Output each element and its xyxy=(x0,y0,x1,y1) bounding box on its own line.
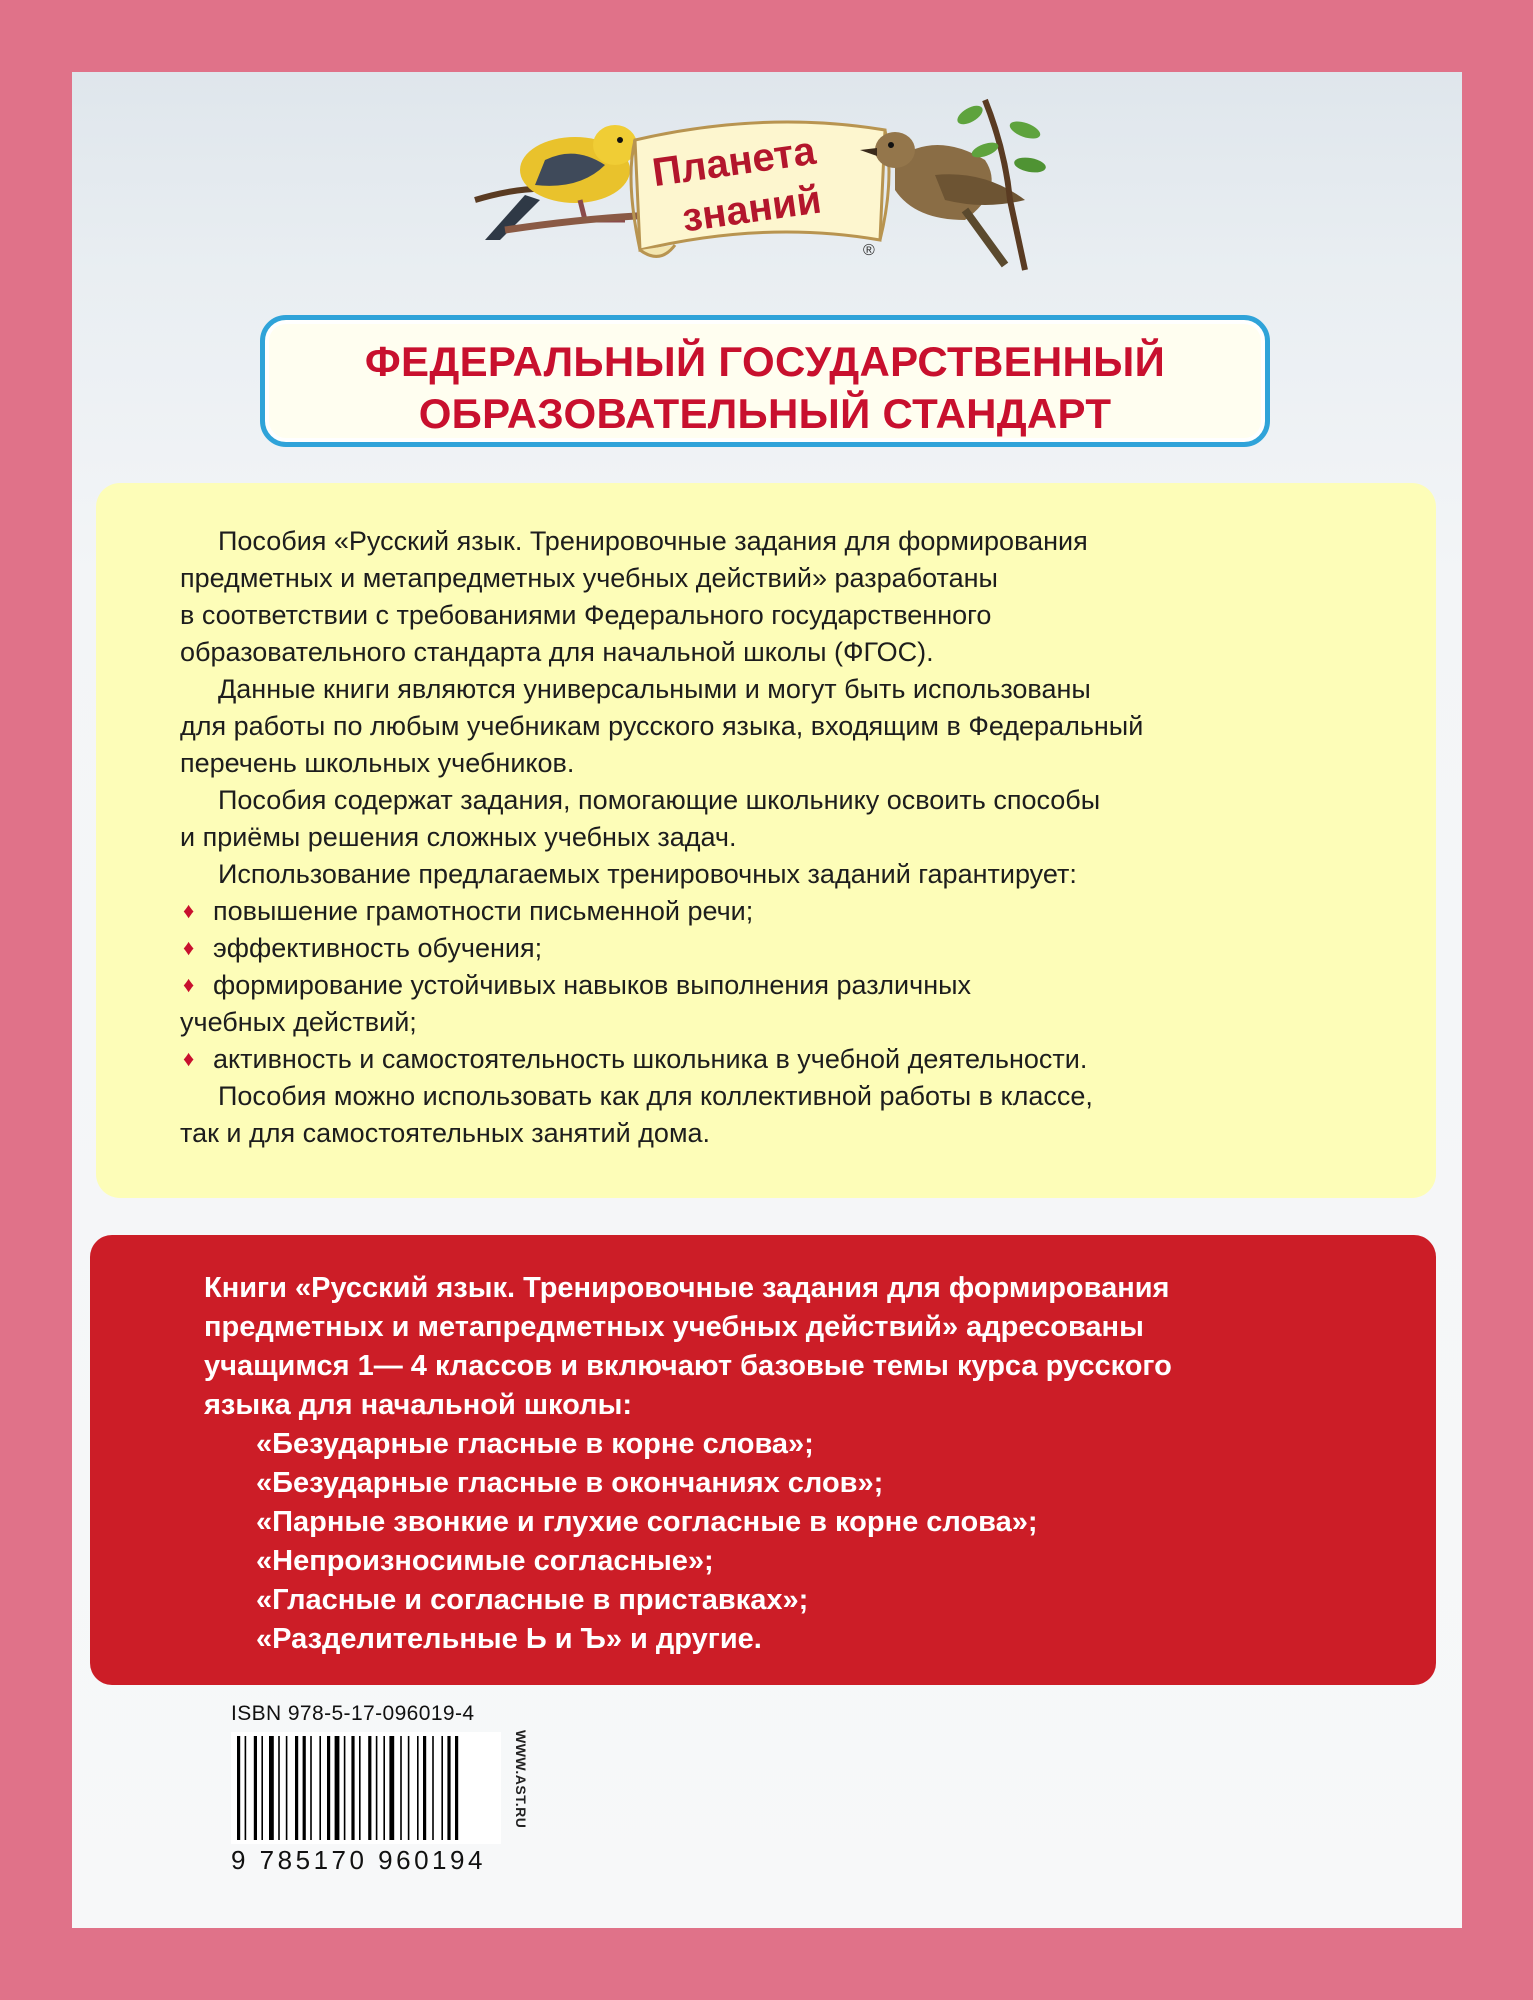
topic-item: «Гласные и согласные в приставках»; xyxy=(256,1584,809,1616)
topic-item: «Безударные гласные в окончаниях слов»; xyxy=(256,1467,884,1499)
bullet-diamond-icon: ♦ xyxy=(183,935,195,960)
description-line: предметных и метапредметных учебных действий» разработаны xyxy=(180,563,998,593)
benefit-item: повышение грамотности письменной речи; xyxy=(213,896,754,926)
barcode-icon xyxy=(231,1732,501,1844)
bullet-diamond-icon: ♦ xyxy=(183,972,195,997)
topic-item: «Непроизносимые согласные»; xyxy=(256,1545,714,1577)
registered-mark: ® xyxy=(863,242,875,259)
description-line: в соответствии с требованиями Федерального государственного xyxy=(180,600,992,630)
benefit-item: активность и самостоятельность школьника в учебной деятельности. xyxy=(213,1044,1088,1074)
topic-item: «Безударные гласные в корне слова»; xyxy=(256,1428,814,1460)
standard-title-line2: ОБРАЗОВАТЕЛЬНЫЙ СТАНДАРТ xyxy=(418,390,1112,437)
topic-item: «Парные звонкие и глухие согласные в корне слова»; xyxy=(256,1506,1038,1538)
topic-item: «Разделительные Ь и Ъ» и другие. xyxy=(256,1623,762,1655)
website-text: WWW.AST.RU xyxy=(513,1730,529,1829)
standard-title-line1: ФЕДЕРАЛЬНЫЙ ГОСУДАРСТВЕННЫЙ xyxy=(364,338,1166,385)
description-line: Использование предлагаемых тренировочных заданий гарантирует: xyxy=(218,859,1077,889)
description-line: и приёмы решения сложных учебных задач. xyxy=(180,822,737,852)
benefit-item: эффективность обучения; xyxy=(213,933,543,963)
description-line: перечень школьных учебников. xyxy=(180,748,575,778)
description-line: для работы по любым учебникам русского языка, входящим в Федеральный xyxy=(180,711,1144,741)
description-line: Пособия содержат задания, помогающие школьнику освоить способы xyxy=(218,785,1101,815)
topics-intro-line: учащимся 1— 4 классов и включают базовые темы курса русского xyxy=(204,1350,1172,1382)
benefit-item-continuation: учебных действий; xyxy=(180,1007,417,1037)
description-line: Пособия можно использовать как для коллективной работы в классе, xyxy=(218,1081,1093,1111)
description-line: так и для самостоятельных занятий дома. xyxy=(180,1118,711,1148)
logo-title-line2: знаний xyxy=(679,177,824,241)
topics-intro-line: предметных и метапредметных учебных действий» адресованы xyxy=(204,1311,1144,1343)
benefit-item: формирование устойчивых навыков выполнения различных xyxy=(213,970,972,1000)
logo-title-line1: Планета xyxy=(649,128,819,196)
bullet-diamond-icon: ♦ xyxy=(183,898,195,923)
description-line: Данные книги являются универсальными и могут быть использованы xyxy=(218,674,1091,704)
barcode-digits: 9 785170 960194 xyxy=(231,1845,486,1875)
topics-intro-line: Книги «Русский язык. Тренировочные задания для формирования xyxy=(204,1272,1170,1304)
left-bird-icon xyxy=(475,125,655,240)
bullet-diamond-icon: ♦ xyxy=(183,1046,195,1071)
isbn-text: ISBN 978-5-17-096019-4 xyxy=(231,1702,475,1725)
standard-banner xyxy=(260,315,1270,447)
description-line: образовательного стандарта для начальной школы (ФГОС). xyxy=(180,637,934,667)
topics-intro-line: языка для начальной школы: xyxy=(204,1389,633,1421)
description-line: Пособия «Русский язык. Тренировочные задания для формирования xyxy=(218,526,1088,556)
